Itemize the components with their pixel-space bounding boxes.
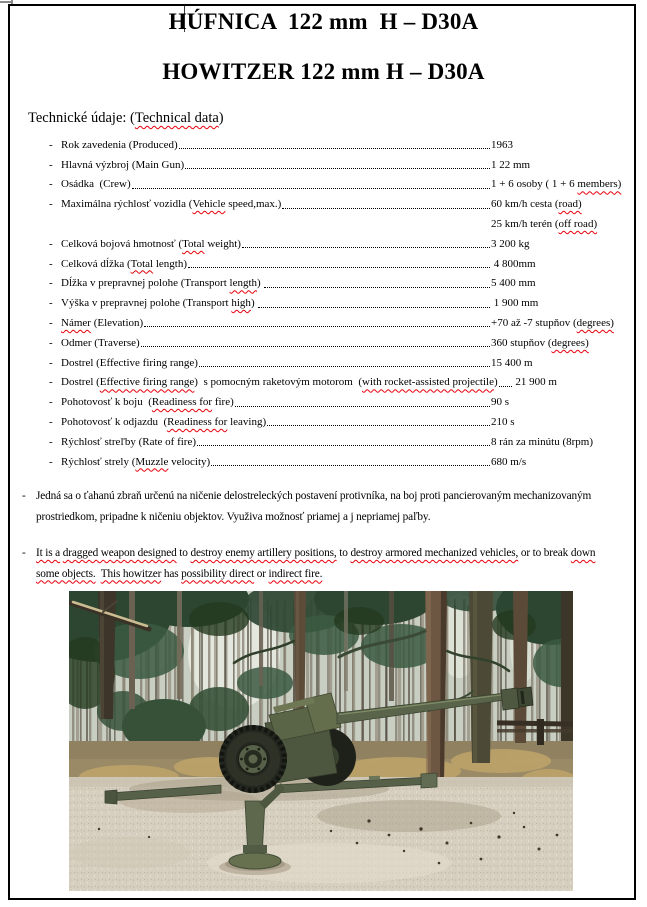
text-segment: ) xyxy=(250,297,258,310)
text-segment: 1963 xyxy=(491,138,513,151)
dot-leader xyxy=(199,366,490,367)
spec-row xyxy=(49,191,634,211)
spellcheck-flagged-text: This howitzer xyxy=(100,567,162,580)
text-segment: Rýchlosť streľby (Rate of fire) xyxy=(61,435,197,448)
dot-leader xyxy=(264,287,490,288)
spellcheck-flagged-text: possibility direct xyxy=(181,567,255,580)
spec-value xyxy=(491,317,614,330)
spec-row xyxy=(49,152,634,172)
text-segment: prostriedkom, pripadne k ničeniu objektov. Využiva možnosť priamej a j nepriamej paľby. xyxy=(36,510,431,523)
spellcheck-flagged-text: down xyxy=(570,547,596,559)
spellcheck-flagged-text: Effective firing range xyxy=(99,376,195,389)
bullet-dash: - xyxy=(49,455,53,468)
spec-row xyxy=(49,132,634,152)
dot-leader xyxy=(499,386,512,387)
bullet-dash: - xyxy=(49,138,53,151)
spec-value xyxy=(491,258,536,271)
spellcheck-flagged-text: destroy enemy artillery positions, xyxy=(190,547,337,559)
text-segment: or to break xyxy=(518,547,571,559)
text-segment: 90 s xyxy=(491,396,510,409)
spellcheck-flagged-text: Muzzle xyxy=(135,455,169,468)
spec-label xyxy=(61,178,131,191)
bullet-dash: - xyxy=(22,547,26,559)
spec-value xyxy=(491,218,597,231)
bullet-dash: - xyxy=(49,316,53,329)
note-paragraph xyxy=(22,543,634,584)
spellcheck-flagged-text: indirect fire. xyxy=(268,567,323,580)
text-segment: 1 + 6 osoby ( 1 + 6 xyxy=(491,178,578,191)
spec-value xyxy=(491,337,589,350)
spec-value xyxy=(491,159,530,172)
text-segment: length) xyxy=(153,257,188,270)
spec-label xyxy=(61,416,266,429)
spec-row xyxy=(49,389,634,409)
spec-label xyxy=(61,376,498,389)
spec-value xyxy=(491,139,513,152)
spellcheck-flagged-text: Vehicle xyxy=(192,198,226,211)
text-segment: Celková bojová hmotnosť ( xyxy=(61,237,183,250)
specs-list xyxy=(49,132,634,469)
spec-label xyxy=(61,337,140,350)
spec-value xyxy=(491,436,593,449)
page-title-english: HOWITZER 122 mm H – D30A xyxy=(162,59,485,84)
text-segment: Osádka (Crew) xyxy=(61,178,131,191)
text-segment: Pohotovosť k odjazdu ( xyxy=(61,415,168,428)
text-segment: 8 rán za minútu (8rpm) xyxy=(491,435,594,448)
spec-value xyxy=(491,178,621,191)
bullet-dash: - xyxy=(49,336,53,349)
text-segment: (Elevation) xyxy=(90,316,144,329)
spec-row xyxy=(49,449,634,469)
spellcheck-flagged-text: Total xyxy=(182,237,205,250)
spellcheck-flagged-text: degrees) xyxy=(576,316,614,329)
text-segment: Celková dĺžka ( xyxy=(61,257,131,270)
spellcheck-flagged-text: It is a xyxy=(36,547,61,559)
spellcheck-flagged-text: with rocket-assisted projectile xyxy=(362,376,494,389)
text-segment: Rok zavedenia (Produced) xyxy=(61,138,178,151)
spec-row xyxy=(49,350,634,370)
dot-leader xyxy=(258,307,490,308)
dot-leader xyxy=(144,326,490,327)
note-paragraph xyxy=(22,486,634,527)
spec-value xyxy=(491,357,533,370)
spec-value xyxy=(491,456,526,469)
text-segment: 21 900 m xyxy=(512,376,557,389)
text-segment: 360 stupňov ( xyxy=(491,336,552,349)
text-segment: 680 m/s xyxy=(491,455,527,468)
spec-label xyxy=(61,317,143,330)
spec-value xyxy=(491,238,530,251)
spellcheck-flagged-text: degrees) xyxy=(551,336,589,349)
bullet-dash: - xyxy=(49,277,53,290)
text-segment: ) xyxy=(218,110,224,126)
text-segment: Dostrel (Effective firing range) xyxy=(61,356,198,369)
bullet-dash: - xyxy=(49,257,53,270)
dot-leader xyxy=(282,208,490,209)
spec-value xyxy=(491,416,515,429)
spec-row xyxy=(49,290,634,310)
text-segment: 60 km/h cesta ( xyxy=(491,198,559,211)
text-segment: Jedná sa o ťahanú zbraň určenú na ničenie delostreleckých postavení protivníka, na boj proti pancierovaným mechanizovaným xyxy=(36,490,592,502)
spec-value xyxy=(491,297,538,310)
text-segment: +70 až -7 stupňov ( xyxy=(491,316,577,329)
note-line xyxy=(36,564,634,585)
spec-row xyxy=(49,271,634,291)
text-segment: Rýchlosť strely ( xyxy=(61,455,136,468)
text-segment: speed,max.) xyxy=(225,198,282,211)
text-segment: Pohotovosť k boju ( xyxy=(61,396,152,409)
spellcheck-flagged-text: length xyxy=(229,277,258,290)
text-segment: ) s pomocným raketovým motorom ( xyxy=(194,376,363,389)
bullet-dash: - xyxy=(49,198,53,211)
spec-value xyxy=(491,277,536,290)
bullet-dash: - xyxy=(49,376,53,389)
spellcheck-flagged-text: high xyxy=(231,297,251,310)
bullet-dash: - xyxy=(49,396,53,409)
spec-row xyxy=(49,409,634,429)
spec-value xyxy=(491,198,582,211)
text-segment: 15 400 m xyxy=(491,356,533,369)
bullet-dash: - xyxy=(49,237,53,250)
spellcheck-flagged-text: dragged weapon designed xyxy=(62,547,177,559)
text-segment: Maximálna rýchlosť vozidla ( xyxy=(61,198,193,211)
text-segment: has xyxy=(161,567,182,580)
bullet-dash: - xyxy=(49,356,53,369)
dot-leader xyxy=(267,425,490,426)
text-segment: to xyxy=(176,547,191,559)
spec-row xyxy=(49,172,634,192)
page-title-slovak: HÚFNICA 122 mm H – D30A xyxy=(168,9,479,34)
spellcheck-flagged-text: destroy armored mechanized vehicles, xyxy=(350,547,519,559)
spellcheck-flagged-text: road) xyxy=(558,198,582,211)
text-segment: Dostrel ( xyxy=(61,376,100,389)
spec-row xyxy=(49,310,634,330)
spec-row xyxy=(49,251,634,271)
dot-leader xyxy=(235,406,490,407)
spellcheck-flagged-text: Námer xyxy=(61,316,91,329)
text-segment: 5 400 mm xyxy=(491,277,536,290)
spec-label xyxy=(61,198,281,211)
text-segment: Dĺžka v prepravnej polohe (Transport xyxy=(61,277,230,290)
spellcheck-flagged-text: Total xyxy=(130,257,154,270)
text-segment: 210 s xyxy=(491,415,515,428)
spec-label xyxy=(61,139,178,152)
bullet-dash: - xyxy=(49,415,53,428)
spec-label xyxy=(61,277,263,290)
text-segment: Výška v prepravnej polohe (Transport xyxy=(61,297,232,310)
spec-value xyxy=(491,396,509,409)
dot-leader xyxy=(185,168,490,169)
bullet-dash: - xyxy=(49,297,53,310)
bullet-dash: - xyxy=(22,490,26,502)
spec-row xyxy=(49,429,634,449)
spellcheck-flagged-text: members) xyxy=(577,178,622,191)
spec-label xyxy=(61,297,257,310)
note-line xyxy=(36,486,634,507)
spellcheck-flagged-text: some objects. xyxy=(36,567,96,580)
text-segment: 3 200 kg xyxy=(491,237,530,250)
note-line xyxy=(36,543,634,564)
dot-leader xyxy=(179,148,490,149)
spec-row xyxy=(49,330,634,350)
spec-label xyxy=(61,159,184,172)
text-segment: Hlavná výzbroj (Main Gun) xyxy=(61,158,185,171)
bullet-dash: - xyxy=(49,178,53,191)
dot-leader xyxy=(211,465,490,466)
bullet-dash: - xyxy=(49,435,53,448)
dot-leader xyxy=(132,188,490,189)
spec-label xyxy=(61,357,198,370)
spec-row xyxy=(49,370,634,390)
dot-leader xyxy=(197,445,490,446)
text-segment: Technické údaje: ( xyxy=(28,110,135,126)
spec-label xyxy=(61,436,196,449)
spec-label xyxy=(61,238,241,251)
text-segment: 25 km/h terén ( xyxy=(491,217,559,230)
dot-leader xyxy=(141,346,490,347)
notes-list xyxy=(22,486,634,600)
howitzer-photo-illustration xyxy=(69,591,573,891)
text-segment: fire) xyxy=(212,396,234,409)
text-segment: velocity) xyxy=(168,455,211,468)
note-line xyxy=(36,507,634,528)
text-segment: 1 22 mm xyxy=(491,158,531,171)
text-segment: leaving) xyxy=(227,415,267,428)
spec-row xyxy=(49,211,634,231)
gun-wheel xyxy=(219,725,287,793)
spec-label xyxy=(61,456,210,469)
text-segment: ) xyxy=(257,277,264,290)
text-segment: ) xyxy=(493,376,498,389)
spec-row xyxy=(49,231,634,251)
text-segment: or xyxy=(254,567,269,580)
dot-leader xyxy=(242,247,490,248)
section-heading xyxy=(28,110,224,127)
spellcheck-flagged-text: off road) xyxy=(558,217,598,230)
spec-label xyxy=(61,396,234,409)
dot-leader xyxy=(188,267,490,268)
text-segment: Odmer (Traverse) xyxy=(61,336,140,349)
text-segment: 4 800mm xyxy=(491,257,536,270)
spellcheck-flagged-text: Technical data xyxy=(134,110,219,126)
bullet-dash: - xyxy=(49,158,53,171)
spellcheck-flagged-text: Readiness for xyxy=(167,415,228,428)
text-segment: 1 900 mm xyxy=(491,297,539,310)
text-segment: weight) xyxy=(204,237,241,250)
text-segment: to xyxy=(336,547,351,559)
spec-value xyxy=(513,376,557,389)
howitzer-photo xyxy=(69,591,573,891)
spellcheck-flagged-text: Readiness for xyxy=(151,396,213,409)
spec-label xyxy=(61,258,187,271)
